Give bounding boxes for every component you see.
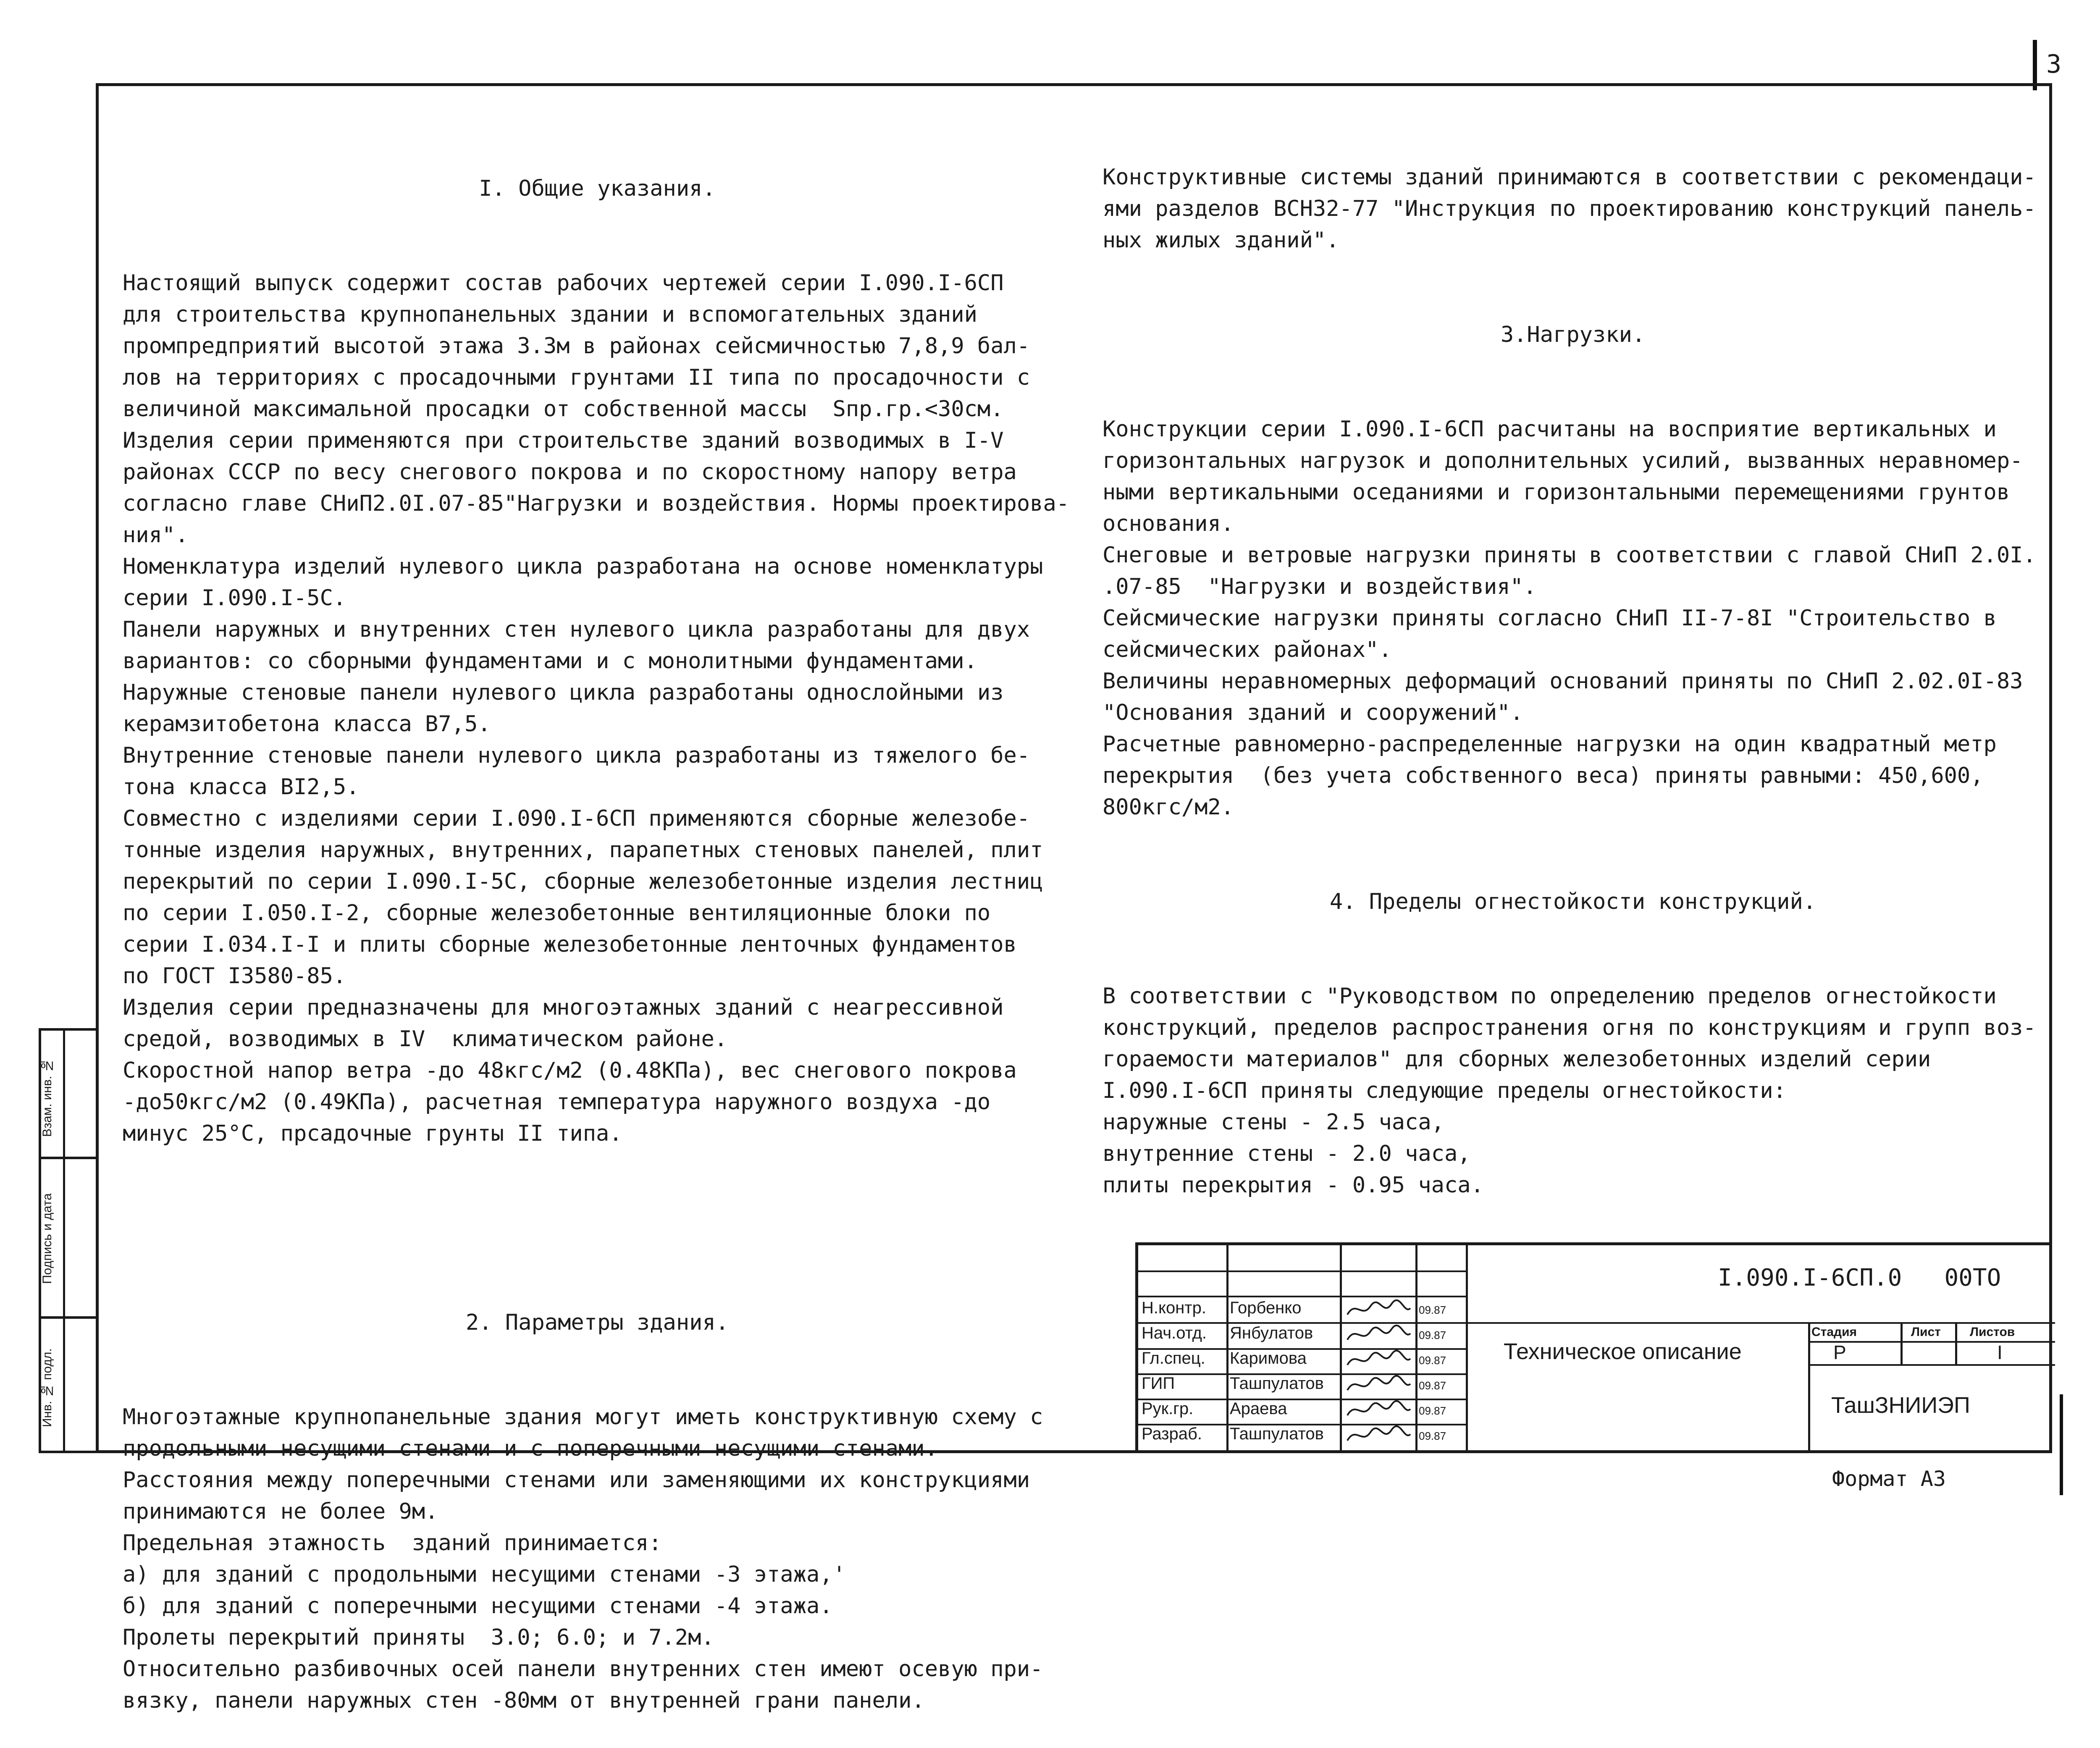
corner-mark: [2033, 40, 2037, 90]
signature-name: Араева: [1230, 1399, 1287, 1418]
section-1-line: минус 25°С, прсадочные грунты II типа.: [123, 1121, 622, 1146]
section-1-line: Изделия серии применяются при строительстве зданий возводимых в I-V: [123, 428, 1004, 453]
format-label: Формат А3: [1832, 1467, 1946, 1491]
section-4-line: гораемости материалов" для сборных железобетонных изделий серии: [1102, 1047, 1931, 1072]
section-2-line: Предельная этажность зданий принимается:: [123, 1530, 662, 1556]
signature-role: Разраб.: [1142, 1425, 1202, 1443]
section-1-line: серии I.090.I-5С.: [123, 585, 346, 611]
handwritten-signature: [1343, 1424, 1415, 1447]
section-1-line: Скоростной напор ветра -до 48кгс/м2 (0.48КПа), вес снегового покрова: [123, 1058, 1017, 1083]
section-3-line: Снеговые и ветровые нагрузки приняты в соответствии с главой СНиП 2.0I.: [1102, 543, 2036, 568]
section-3-line: Расчетные равномерно-распределенные нагрузки на один квадратный метр: [1102, 732, 1997, 757]
section-1-line: -до50кгс/м2 (0.49КПа), расчетная температура наружного воздуха -до: [123, 1089, 991, 1115]
signature-date: 09.87: [1419, 1404, 1446, 1417]
section-4-line: I.090.I-6СП приняты следующие пределы огнестойкости:: [1102, 1078, 1786, 1103]
section-2-line: Многоэтажные крупнопанельные здания могут иметь конструктивную схему с: [123, 1404, 1043, 1430]
signature-name: Янбулатов: [1230, 1324, 1313, 1342]
section-2-line: принимаются не более 9м.: [123, 1499, 438, 1524]
section-4-line: плиты перекрытия - 0.95 часа.: [1102, 1173, 1484, 1198]
signature-stroke: [1347, 1426, 1410, 1441]
signature-role: Рук.гр.: [1142, 1399, 1194, 1418]
page-number: 3: [2046, 50, 2062, 79]
section-1-body: [123, 268, 1072, 1150]
section-3-line: .07-85 "Нагрузки и воздействия".: [1102, 574, 1537, 599]
section-1-line: ния".: [123, 522, 189, 548]
signature-date: 09.87: [1419, 1354, 1446, 1367]
stage-header: Стадия: [1811, 1325, 1857, 1339]
section-1-line: средой, возводимых в IV климатическом районе.: [123, 1026, 728, 1052]
section-1-line: лов на территориях с просадочными грунтами II типа по просадочности с: [123, 365, 1030, 390]
tb-line: [1138, 1270, 1466, 1272]
handwritten-signature: [1343, 1348, 1415, 1371]
section-1-line: по ГОСТ I3580-85.: [123, 963, 346, 989]
signature-stroke: [1347, 1401, 1410, 1415]
document-code: I.090.I-6СП.0 00ТО: [1718, 1264, 2001, 1291]
spacer: [123, 1213, 1072, 1244]
section-1-line: тона класса ВI2,5.: [123, 774, 360, 800]
section-1-line: по серии I.050.I-2, сборные железобетонные вентиляционные блоки по: [123, 900, 991, 926]
section-1-line: Настоящий выпуск содержит состав рабочих чертежей серии I.090.I-6СП: [123, 270, 1004, 296]
side-stamp: [39, 1028, 96, 1453]
tb-line: [1955, 1322, 1957, 1364]
stage-value: Р: [1833, 1341, 1846, 1363]
signature-date: 09.87: [1419, 1329, 1446, 1341]
signature-stroke: [1347, 1325, 1410, 1340]
section-1-line: для строительства крупнопанельных здании и вспомогательных зданий: [123, 302, 977, 327]
side-label-signature-date: Подпись и дата: [40, 1193, 54, 1284]
section-3-line: 800кгс/м2.: [1102, 795, 1234, 820]
handwritten-signature: [1343, 1323, 1415, 1346]
signature-name: Каримова: [1230, 1349, 1307, 1367]
section-1-line: промпредприятий высотой этажа 3.3м в районах сейсмичностью 7,8,9 бал-: [123, 333, 1030, 359]
section-3-line: Величины неравномерных деформаций оснований приняты по СНиП 2.02.0I-83: [1102, 669, 2023, 694]
section-3-line: ными вертикальными оседаниями и горизонтальными перемещениями грунтов: [1102, 480, 2010, 505]
section-4-title: 4. Пределы огнестойкости конструкций.: [1329, 889, 1816, 914]
signature-role: ГИП: [1142, 1374, 1175, 1393]
side-stamp-divider: [41, 1157, 96, 1159]
signature-role: Н.контр.: [1142, 1299, 1206, 1317]
right-column: [1102, 99, 2043, 1233]
section-3-line: Конструкции серии I.090.I-6СП расчитаны на восприятие вертикальных и: [1102, 417, 1997, 442]
signature-stroke: [1347, 1300, 1410, 1315]
signature-date: 09.87: [1419, 1430, 1446, 1442]
organization: ТашЗНИИЭП: [1831, 1393, 1970, 1418]
section-1-line: Изделия серии предназначены для многоэтажных зданий с неагрессивной: [123, 995, 1004, 1020]
signature-role: Нач.отд.: [1142, 1324, 1207, 1342]
handwritten-signature: [1343, 1298, 1415, 1321]
tb-line: [1466, 1245, 1468, 1453]
side-stamp-divider: [41, 1316, 96, 1319]
intro-line: ных жилых зданий".: [1102, 228, 1339, 253]
tb-line: [1138, 1296, 1466, 1297]
signature-role: Гл.спец.: [1142, 1349, 1205, 1367]
signature-name: Горбенко: [1230, 1299, 1302, 1317]
section-2-line: продольными несущими стенами и с поперечными несущими стенами.: [123, 1436, 938, 1461]
section-2-title: 2. Параметры здания.: [465, 1310, 729, 1335]
section-1-line: согласно главе СНиП2.0I.07-85"Нагрузки и воздействия. Нормы проектирова-: [123, 491, 1070, 516]
handwritten-signature: [1343, 1399, 1415, 1422]
sheets-header: Листов: [1970, 1325, 2015, 1339]
intro-line: ями разделов ВСН32-77 "Инструкция по проектированию конструкций панель-: [1102, 196, 2036, 221]
section-1-line: перекрытий по серии I.090.I-5С, сборные железобетонные изделия лестниц: [123, 869, 1043, 894]
section-1-line: Наружные стеновые панели нулевого цикла разработаны однослойными из: [123, 680, 1004, 705]
edge-mark: [2060, 1394, 2063, 1495]
section-4-line: наружные стены - 2.5 часа,: [1102, 1110, 1444, 1135]
section-1-line: керамзитобетона класса В7,5.: [123, 711, 491, 737]
section-1-line: величиной максимальной просадки от собственной массы Sпр.гр.<30см.: [123, 396, 1004, 422]
signature-stroke: [1347, 1351, 1410, 1365]
section-3-line: основания.: [1102, 511, 1234, 536]
section-3-line: горизонтальных нагрузок и дополнительных усилий, вызванных неравномер-: [1102, 448, 2023, 473]
section-3-line: "Основания зданий и сооружений".: [1102, 700, 1523, 725]
section-1-title: I. Общие указания.: [479, 176, 716, 201]
section-1-line: Номенклатура изделий нулевого цикла разработана на основе номенклатуры: [123, 554, 1043, 579]
section-3-title: 3.Нагрузки.: [1500, 322, 1646, 347]
section-3-line: Сейсмические нагрузки приняты согласно СНиП II-7-8I "Строительство в: [1102, 606, 1997, 631]
section-2-line: Пролеты перекрытий приняты 3.0; 6.0; и 7.2м.: [123, 1625, 714, 1650]
left-column: [123, 110, 1072, 1748]
section-4-line: В соответствии с "Руководством по определению пределов огнестойкости: [1102, 984, 1997, 1009]
section-2-line: вязку, панели наружных стен -80мм от внутренней грани панели.: [123, 1688, 925, 1713]
section-4-line: внутренние стены - 2.0 часа,: [1102, 1141, 1471, 1166]
intro-line: Конструктивные системы зданий принимаются в соответствии с рекомендаци-: [1102, 165, 2036, 190]
section-2-line: а) для зданий с продольными несущими стенами -3 этажа,': [123, 1562, 846, 1587]
section-2-line: б) для зданий с поперечными несущими стенами -4 этажа.: [123, 1593, 833, 1619]
signature-date: 09.87: [1419, 1379, 1446, 1392]
side-label-replacement: Взам. инв. №: [40, 1058, 54, 1137]
section-1-line: Панели наружных и внутренних стен нулевого цикла разработаны для двух: [123, 617, 1030, 642]
signature-stroke: [1347, 1376, 1410, 1390]
section-1-line: Внутренние стеновые панели нулевого цикла разработаны из тяжелого бе-: [123, 743, 1030, 768]
section-4-line: конструкций, пределов распространения огня по конструкциям и групп воз-: [1102, 1015, 2036, 1040]
section-1-line: серии I.034.I-I и плиты сборные железобетонные ленточных фундаментов: [123, 932, 1017, 957]
sheet-header: Лист: [1911, 1325, 1941, 1339]
document-title: Техническое описание: [1504, 1339, 1742, 1364]
section-1-line: тонные изделия наружных, внутренних, парапетных стеновых панелей, плит: [123, 837, 1043, 863]
intro-body: [1102, 162, 2043, 256]
side-label-inventory: Инв. № подл.: [40, 1348, 54, 1427]
section-1-line: районах СССР по весу снегового покрова и по скоростному напору ветра: [123, 459, 1017, 485]
section-1-line: вариантов: со сборными фундаментами и с монолитными фундаментами.: [123, 648, 977, 674]
section-2-line: Расстояния между поперечными стенами или заменяющими их конструкциями: [123, 1467, 1030, 1493]
section-3-line: перекрытия (без учета собственного веса) приняты равными: 450,600,: [1102, 763, 1984, 788]
signature-date: 09.87: [1419, 1304, 1446, 1316]
section-3-body: [1102, 414, 2043, 823]
section-1-line: Совместно с изделиями серии I.090.I-6СП применяются сборные железобе-: [123, 806, 1030, 831]
tb-line: [1900, 1322, 1903, 1364]
sheets-value: I: [1997, 1341, 2003, 1363]
handwritten-signature: [1343, 1373, 1415, 1396]
section-3-line: сейсмических районах".: [1102, 637, 1392, 662]
signature-name: Ташпулатов: [1230, 1374, 1324, 1393]
section-4-body: [1102, 981, 2043, 1201]
signature-name: Ташпулатов: [1230, 1425, 1324, 1443]
section-2-line: Относительно разбивочных осей панели внутренних стен имеют осевую при-: [123, 1656, 1043, 1682]
section-2-body: [123, 1402, 1072, 1717]
tb-line: [1808, 1364, 2055, 1366]
title-block: [1135, 1242, 2052, 1453]
